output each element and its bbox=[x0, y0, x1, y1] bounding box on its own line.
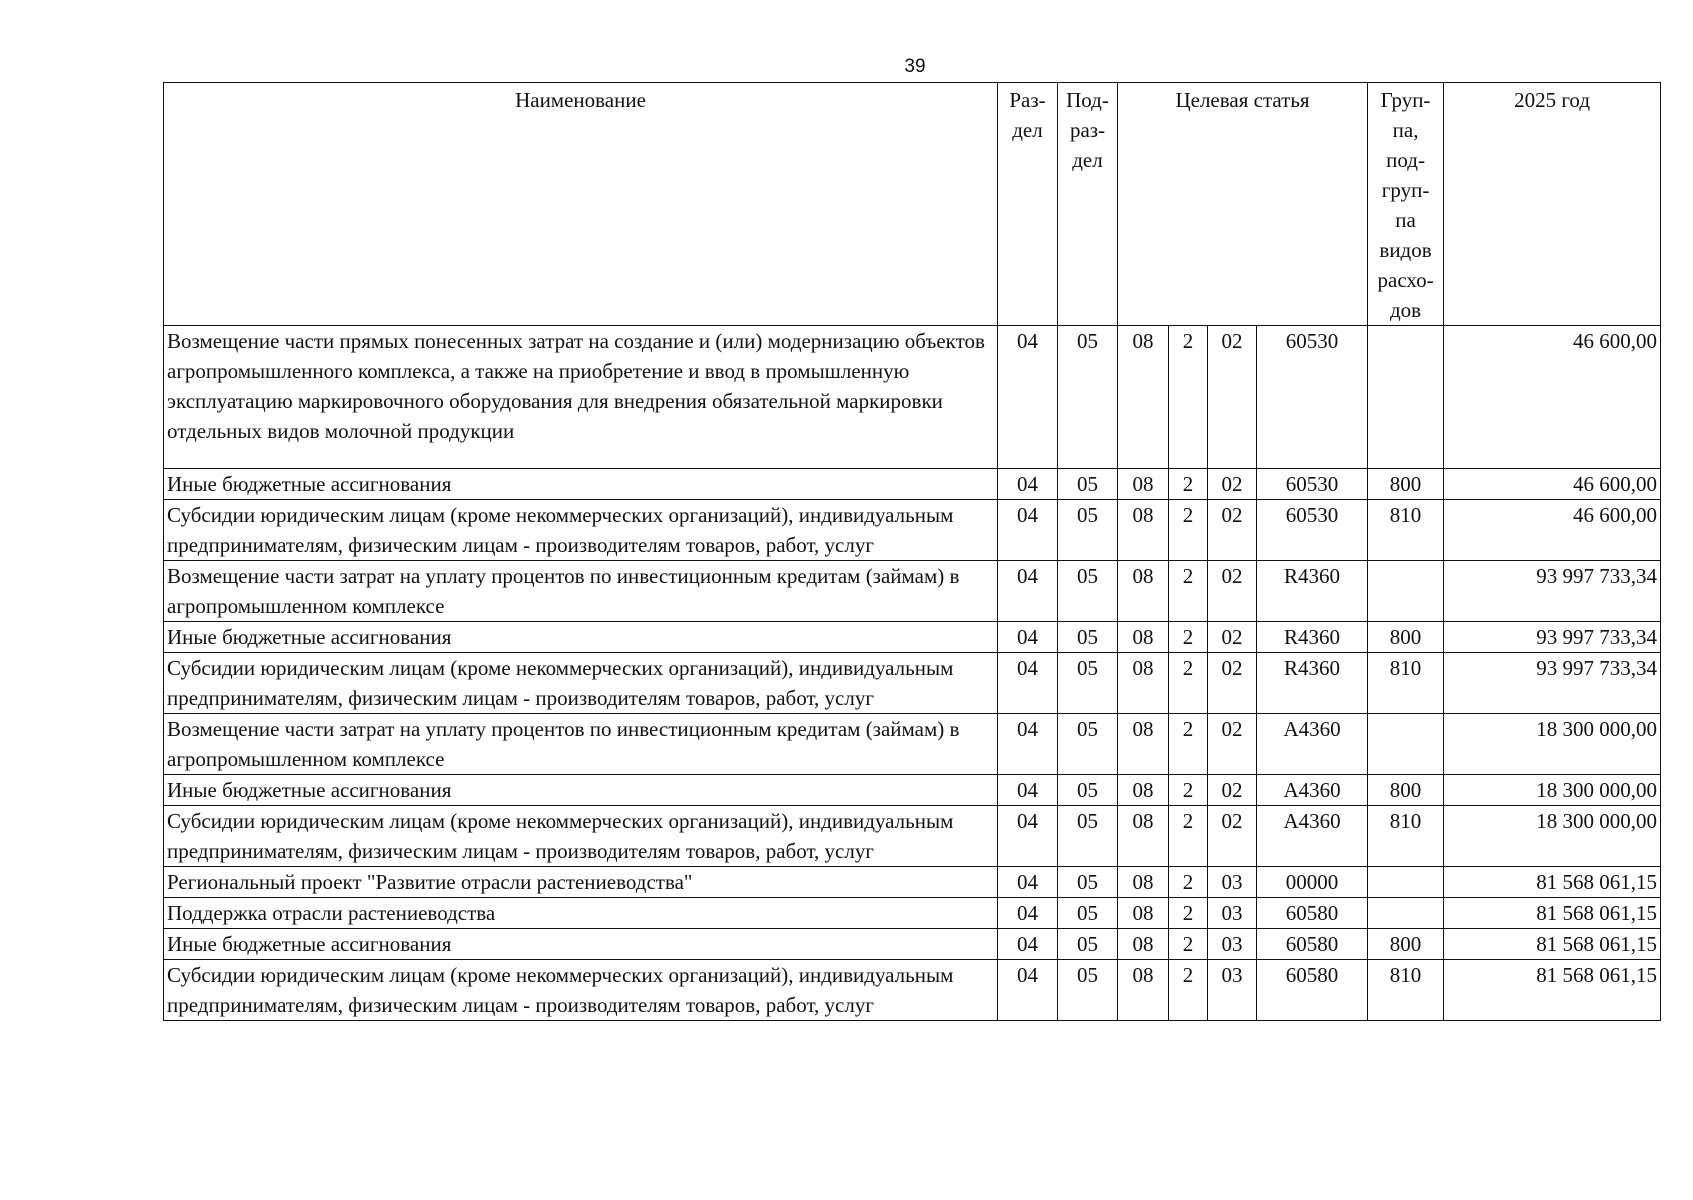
cell-target-type: 2 bbox=[1169, 867, 1208, 898]
cell-expense-group bbox=[1368, 561, 1444, 622]
cell-amount: 46 600,00 bbox=[1444, 469, 1661, 500]
cell-target-type: 2 bbox=[1169, 561, 1208, 622]
header-name: Наименование bbox=[164, 83, 998, 326]
cell-amount: 93 997 733,34 bbox=[1444, 622, 1661, 653]
cell-target-subprogram: 02 bbox=[1208, 500, 1257, 561]
cell-name: Иные бюджетные ассигнования bbox=[164, 929, 998, 960]
cell-target-direction: 60530 bbox=[1257, 500, 1368, 561]
cell-name: Возмещение части затрат на уплату процентов по инвестиционным кредитам (займам) в агропромышленном комплексе bbox=[164, 714, 998, 775]
header-row bbox=[164, 83, 1661, 326]
table-row bbox=[164, 653, 1661, 714]
cell-section: 04 bbox=[998, 622, 1058, 653]
cell-amount: 46 600,00 bbox=[1444, 326, 1661, 469]
cell-section: 04 bbox=[998, 867, 1058, 898]
cell-name: Возмещение части затрат на уплату процентов по инвестиционным кредитам (займам) в агропромышленном комплексе bbox=[164, 561, 998, 622]
table-row bbox=[164, 775, 1661, 806]
cell-target-type: 2 bbox=[1169, 806, 1208, 867]
cell-amount: 81 568 061,15 bbox=[1444, 898, 1661, 929]
cell-subsection: 05 bbox=[1058, 500, 1118, 561]
cell-target-program: 08 bbox=[1118, 960, 1169, 1021]
cell-subsection: 05 bbox=[1058, 561, 1118, 622]
cell-target-direction: R4360 bbox=[1257, 561, 1368, 622]
cell-target-program: 08 bbox=[1118, 806, 1169, 867]
cell-target-program: 08 bbox=[1118, 867, 1169, 898]
cell-target-subprogram: 03 bbox=[1208, 929, 1257, 960]
header-subsection: Под- раз- дел bbox=[1058, 83, 1118, 326]
cell-name: Иные бюджетные ассигнования bbox=[164, 775, 998, 806]
cell-amount: 18 300 000,00 bbox=[1444, 775, 1661, 806]
cell-target-subprogram: 03 bbox=[1208, 898, 1257, 929]
cell-amount: 93 997 733,34 bbox=[1444, 561, 1661, 622]
cell-subsection: 05 bbox=[1058, 775, 1118, 806]
header-section: Раз- дел bbox=[998, 83, 1058, 326]
cell-subsection: 05 bbox=[1058, 867, 1118, 898]
cell-target-subprogram: 03 bbox=[1208, 960, 1257, 1021]
cell-target-program: 08 bbox=[1118, 500, 1169, 561]
cell-expense-group: 810 bbox=[1368, 960, 1444, 1021]
table-row bbox=[164, 929, 1661, 960]
cell-target-direction: A4360 bbox=[1257, 714, 1368, 775]
table-row bbox=[164, 622, 1661, 653]
cell-target-subprogram: 02 bbox=[1208, 714, 1257, 775]
cell-amount: 81 568 061,15 bbox=[1444, 929, 1661, 960]
cell-subsection: 05 bbox=[1058, 622, 1118, 653]
cell-subsection: 05 bbox=[1058, 653, 1118, 714]
cell-target-direction: 60580 bbox=[1257, 960, 1368, 1021]
cell-section: 04 bbox=[998, 714, 1058, 775]
cell-target-direction: R4360 bbox=[1257, 653, 1368, 714]
cell-expense-group: 810 bbox=[1368, 500, 1444, 561]
table-row bbox=[164, 326, 1661, 469]
cell-target-direction: 60530 bbox=[1257, 326, 1368, 469]
table-row bbox=[164, 806, 1661, 867]
cell-name: Возмещение части прямых понесенных затрат на создание и (или) модернизацию объектов агропромышленного комплекса, а также на приобретение и ввод в промышленную эксплуатацию маркировочного оборудования для внедрения обязательной маркировки отдельных видов молочной продукции bbox=[164, 326, 998, 469]
cell-target-type: 2 bbox=[1169, 653, 1208, 714]
table-row bbox=[164, 867, 1661, 898]
budget-table bbox=[163, 82, 1661, 1021]
table-row bbox=[164, 500, 1661, 561]
table-row bbox=[164, 898, 1661, 929]
cell-name: Поддержка отрасли растениеводства bbox=[164, 898, 998, 929]
cell-section: 04 bbox=[998, 806, 1058, 867]
table-row bbox=[164, 714, 1661, 775]
cell-expense-group: 810 bbox=[1368, 806, 1444, 867]
cell-target-direction: A4360 bbox=[1257, 806, 1368, 867]
cell-expense-group: 800 bbox=[1368, 469, 1444, 500]
cell-expense-group bbox=[1368, 898, 1444, 929]
cell-target-type: 2 bbox=[1169, 469, 1208, 500]
cell-target-direction: A4360 bbox=[1257, 775, 1368, 806]
cell-name: Иные бюджетные ассигнования bbox=[164, 622, 998, 653]
cell-name: Субсидии юридическим лицам (кроме некоммерческих организаций), индивидуальным предпринимателям, физическим лицам - производителям товаров, работ, услуг bbox=[164, 500, 998, 561]
cell-subsection: 05 bbox=[1058, 469, 1118, 500]
cell-target-direction: 60530 bbox=[1257, 469, 1368, 500]
cell-expense-group: 800 bbox=[1368, 929, 1444, 960]
cell-target-subprogram: 02 bbox=[1208, 469, 1257, 500]
cell-subsection: 05 bbox=[1058, 326, 1118, 469]
cell-target-program: 08 bbox=[1118, 775, 1169, 806]
cell-target-type: 2 bbox=[1169, 929, 1208, 960]
cell-expense-group: 810 bbox=[1368, 653, 1444, 714]
cell-section: 04 bbox=[998, 561, 1058, 622]
cell-section: 04 bbox=[998, 653, 1058, 714]
cell-target-direction: 60580 bbox=[1257, 898, 1368, 929]
cell-expense-group bbox=[1368, 867, 1444, 898]
cell-amount: 81 568 061,15 bbox=[1444, 960, 1661, 1021]
cell-target-subprogram: 02 bbox=[1208, 561, 1257, 622]
cell-subsection: 05 bbox=[1058, 929, 1118, 960]
cell-expense-group bbox=[1368, 326, 1444, 469]
cell-amount: 81 568 061,15 bbox=[1444, 867, 1661, 898]
cell-name: Субсидии юридическим лицам (кроме некоммерческих организаций), индивидуальным предпринимателям, физическим лицам - производителям товаров, работ, услуг bbox=[164, 960, 998, 1021]
cell-name: Иные бюджетные ассигнования bbox=[164, 469, 998, 500]
cell-subsection: 05 bbox=[1058, 898, 1118, 929]
cell-target-program: 08 bbox=[1118, 622, 1169, 653]
cell-target-type: 2 bbox=[1169, 960, 1208, 1021]
cell-section: 04 bbox=[998, 469, 1058, 500]
cell-target-direction: R4360 bbox=[1257, 622, 1368, 653]
cell-target-type: 2 bbox=[1169, 775, 1208, 806]
cell-target-direction: 00000 bbox=[1257, 867, 1368, 898]
cell-section: 04 bbox=[998, 326, 1058, 469]
cell-target-type: 2 bbox=[1169, 326, 1208, 469]
cell-subsection: 05 bbox=[1058, 960, 1118, 1021]
cell-target-type: 2 bbox=[1169, 714, 1208, 775]
cell-amount: 93 997 733,34 bbox=[1444, 653, 1661, 714]
cell-name: Региональный проект "Развитие отрасли растениеводства" bbox=[164, 867, 998, 898]
table-body bbox=[164, 326, 1661, 1021]
cell-target-program: 08 bbox=[1118, 653, 1169, 714]
cell-target-program: 08 bbox=[1118, 469, 1169, 500]
cell-target-subprogram: 02 bbox=[1208, 326, 1257, 469]
table-row bbox=[164, 561, 1661, 622]
cell-target-subprogram: 02 bbox=[1208, 622, 1257, 653]
cell-target-subprogram: 02 bbox=[1208, 653, 1257, 714]
cell-target-program: 08 bbox=[1118, 326, 1169, 469]
cell-target-subprogram: 02 bbox=[1208, 806, 1257, 867]
cell-amount: 18 300 000,00 bbox=[1444, 714, 1661, 775]
cell-target-direction: 60580 bbox=[1257, 929, 1368, 960]
table-header bbox=[164, 83, 1661, 326]
header-year: 2025 год bbox=[1444, 83, 1661, 326]
table-row bbox=[164, 960, 1661, 1021]
cell-amount: 46 600,00 bbox=[1444, 500, 1661, 561]
cell-target-subprogram: 03 bbox=[1208, 867, 1257, 898]
cell-target-program: 08 bbox=[1118, 929, 1169, 960]
cell-target-program: 08 bbox=[1118, 561, 1169, 622]
cell-section: 04 bbox=[998, 898, 1058, 929]
header-expense-group: Груп- па, под- груп- па видов расхо- дов bbox=[1368, 83, 1444, 326]
table-row bbox=[164, 469, 1661, 500]
cell-name: Субсидии юридическим лицам (кроме некоммерческих организаций), индивидуальным предпринимателям, физическим лицам - производителям товаров, работ, услуг bbox=[164, 653, 998, 714]
cell-subsection: 05 bbox=[1058, 714, 1118, 775]
cell-name: Субсидии юридическим лицам (кроме некоммерческих организаций), индивидуальным предпринимателям, физическим лицам - производителям товаров, работ, услуг bbox=[164, 806, 998, 867]
cell-target-program: 08 bbox=[1118, 898, 1169, 929]
cell-section: 04 bbox=[998, 500, 1058, 561]
cell-target-program: 08 bbox=[1118, 714, 1169, 775]
cell-target-type: 2 bbox=[1169, 622, 1208, 653]
cell-expense-group: 800 bbox=[1368, 622, 1444, 653]
cell-target-type: 2 bbox=[1169, 500, 1208, 561]
cell-section: 04 bbox=[998, 775, 1058, 806]
cell-expense-group bbox=[1368, 714, 1444, 775]
cell-expense-group: 800 bbox=[1368, 775, 1444, 806]
cell-amount: 18 300 000,00 bbox=[1444, 806, 1661, 867]
header-target-article: Целевая статья bbox=[1118, 83, 1368, 326]
cell-target-type: 2 bbox=[1169, 898, 1208, 929]
cell-target-subprogram: 02 bbox=[1208, 775, 1257, 806]
cell-section: 04 bbox=[998, 929, 1058, 960]
cell-subsection: 05 bbox=[1058, 806, 1118, 867]
cell-section: 04 bbox=[998, 960, 1058, 1021]
page-number: 39 bbox=[904, 56, 926, 77]
